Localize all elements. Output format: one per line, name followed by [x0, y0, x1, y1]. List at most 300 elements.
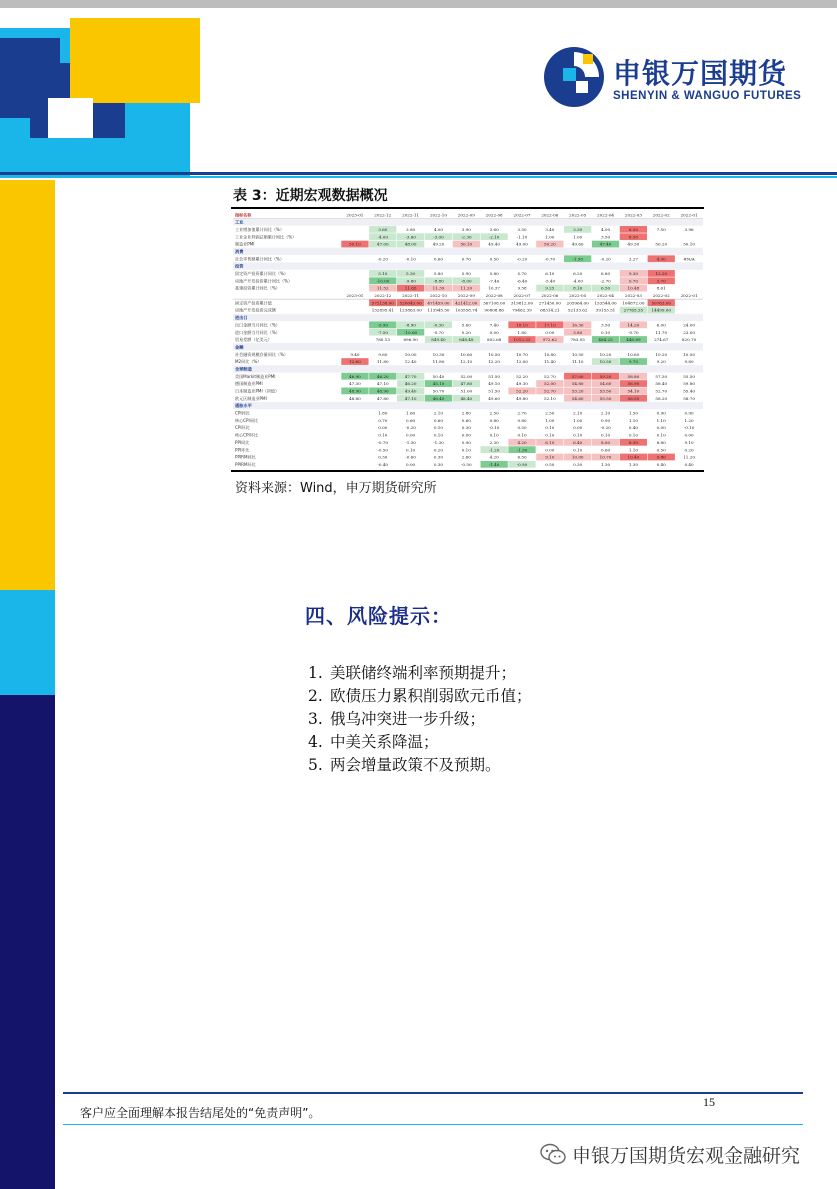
table-cell: 49.40	[488, 241, 501, 247]
list-item-number: 5.	[308, 756, 323, 774]
table-cell: 0.00	[545, 329, 555, 335]
table-cell: 55.40	[683, 388, 695, 394]
table-cell: 11.52	[376, 285, 389, 291]
table-cell: 3.40	[545, 226, 555, 232]
table-cell: 6.10	[545, 271, 555, 277]
table-cell: 14499.00	[651, 307, 672, 313]
table-section-row	[233, 343, 703, 350]
table-cell: 6.00	[656, 322, 666, 328]
table-cell: 11.80	[376, 359, 389, 365]
table-cell: 12.10	[460, 359, 473, 365]
list-item-text: 中美关系降温；	[330, 733, 439, 751]
table-row-label: 工业增加值累计同比（%）	[235, 226, 284, 232]
table-cell: 0.10	[600, 329, 611, 335]
table-row-label: 制造业PMI	[235, 241, 255, 247]
table-cell: 51.50	[488, 388, 501, 394]
table-cell: 7.50	[656, 226, 666, 232]
table-cell: 8.80	[656, 439, 666, 445]
table-cell: 47.30	[349, 381, 361, 387]
table-cell: 56.50	[627, 395, 640, 401]
page-number: 15	[703, 1095, 715, 1109]
table-cell: 12.40	[404, 359, 417, 365]
table-header-cell: 2022-12	[374, 293, 392, 299]
table-cell: -1.30	[433, 439, 444, 445]
table-cell: 103558.74	[455, 307, 478, 313]
table-cell: -0.70	[433, 329, 444, 335]
table-cell: 58.80	[627, 373, 640, 379]
table-header-cell: 2022-11	[402, 293, 420, 299]
table-cell: 2.10	[600, 410, 611, 416]
table-section-row	[233, 262, 703, 269]
side-band-yellow	[0, 180, 55, 590]
table-cell: 68314.21	[540, 307, 560, 313]
table-cell: 49.50	[627, 241, 640, 247]
list-item-number: 3.	[308, 710, 323, 728]
table-cell: 4.00	[433, 226, 444, 232]
table-row-label: 基建投资累计同比（%）	[235, 285, 280, 291]
table-cell: 10.60	[460, 351, 473, 357]
list-item-text: 美联储终端利率预期提升；	[330, 664, 517, 682]
table-cell: 5.60	[461, 322, 471, 328]
table-cell: 46.40	[432, 395, 445, 401]
table-cell: 51.00	[460, 388, 473, 394]
table-cell: 23.00	[683, 329, 695, 335]
table-cell: 849.40	[431, 337, 446, 343]
table-cell: 0.50	[517, 425, 527, 431]
table-cell: 0.30	[461, 425, 471, 431]
table-cell: 50.10	[683, 241, 695, 247]
table-cell: 0.90	[600, 417, 611, 423]
table-cell: 6.50	[600, 285, 611, 291]
table-cell: 0.30	[433, 461, 444, 467]
table-cell: 484.25	[598, 337, 613, 343]
table-cell: 79462.39	[512, 307, 532, 313]
table-cell: -1.30	[405, 439, 416, 445]
table-cell: 54.60	[599, 381, 612, 387]
table-cell: 53.20	[571, 388, 584, 394]
table-cell: 780.13	[375, 337, 390, 343]
table-header-cell: 2022-02	[652, 212, 670, 218]
table-cell: 0.00	[461, 432, 471, 438]
table-cell: 6.80	[600, 271, 611, 277]
table-cell: -8.80	[433, 278, 444, 284]
table-cell: 5.10	[378, 271, 388, 277]
table-cell: 0.80	[489, 417, 499, 423]
table-section-row	[233, 365, 703, 372]
table-cell: -0.10	[488, 425, 500, 431]
table-cell: 0.40	[684, 461, 694, 467]
table-cell: 10.50	[488, 351, 501, 357]
list-item-text: 欧债压力累积削弱欧元币值；	[330, 687, 532, 705]
table-cell: -8.90	[405, 322, 416, 328]
table-cell: -0.20	[405, 425, 416, 431]
table-cell: 153544.00	[594, 300, 617, 306]
table-cell: 48.00	[404, 241, 417, 247]
table-cell: 1.50	[628, 410, 638, 416]
table-cell: 49.10	[488, 381, 501, 387]
table-row-label: 房地产开发投资累计同比（%）	[235, 278, 293, 284]
table-cell: -7.50	[377, 329, 389, 335]
table-cell: 0.60	[406, 417, 416, 423]
table-cell: 11.65	[404, 285, 417, 291]
table-cell: 5.70	[517, 271, 527, 277]
table-cell: 0.60	[461, 417, 471, 423]
table-cell: 49.60	[571, 241, 584, 247]
table-cell: 54.10	[627, 388, 640, 394]
table-cell: 49.20	[432, 241, 445, 247]
table-cell: 1.20	[684, 417, 694, 423]
table-cell: -5.40	[544, 278, 556, 284]
table-section-label: 进出口	[235, 315, 248, 321]
table-cell: 6.50	[628, 226, 638, 232]
table-cell: 2.70	[517, 410, 527, 416]
table-cell: 10.48	[627, 285, 640, 291]
table-header-cell: 2022-10	[429, 293, 447, 299]
table-cell: 104872.00	[622, 300, 645, 306]
table-cell: 10.60	[627, 351, 640, 357]
table-cell: -2.10	[488, 234, 500, 240]
table-cell: 1.60	[406, 410, 416, 416]
table-cell: 0.10	[517, 432, 527, 438]
table-cell: 1.80	[378, 410, 388, 416]
table-cell: 0.10	[461, 447, 471, 453]
table-cell: -10.60	[404, 329, 418, 335]
table-cell: 12.20	[488, 359, 501, 365]
table-cell: 48.80	[349, 395, 361, 401]
table-cell: 18.10	[516, 322, 528, 328]
table-cell: 0.10	[433, 432, 444, 438]
table-cell: 16.30	[571, 322, 584, 328]
table-cell: 48.90	[349, 388, 361, 394]
section-heading: 四、风险提示：	[305, 604, 452, 628]
table-cell: 47.00	[376, 241, 389, 247]
table-row-label: PPIRM同比	[235, 454, 256, 460]
table-row-label: 核心CPI环比	[235, 432, 258, 438]
table-cell: 58.40	[655, 381, 668, 387]
footer-rule-accent	[63, 1124, 803, 1125]
table-header-cell: 2022-03	[624, 293, 642, 299]
list-item	[308, 708, 532, 731]
table-cell: 0.10	[573, 447, 583, 453]
table-cell: 10.50	[599, 359, 612, 365]
table-cell: 52.70	[655, 388, 668, 394]
table-cell: -9.90	[377, 322, 389, 328]
table-row-label: CPI环比	[235, 425, 250, 431]
table-cell: 47.40	[599, 241, 612, 247]
table-cell: 113945.50	[427, 307, 450, 313]
table-cell: 50.10	[349, 241, 361, 247]
table-cell: 421412.00	[455, 300, 478, 306]
table-cell: 0.00	[684, 432, 694, 438]
table-header-cell: 2022-02	[652, 293, 670, 299]
company-logo	[543, 42, 802, 112]
table-header-cell: 2022-09	[457, 293, 475, 299]
table-cell: 52.10	[543, 395, 556, 401]
table-row-label: PPI环比	[235, 447, 250, 453]
table-cell: 11.80	[432, 359, 445, 365]
table-cell: 3.50	[600, 322, 611, 328]
table-cell: 0.00	[406, 461, 416, 467]
table-cell: 10.40	[627, 454, 640, 460]
table-cell: 0.10	[406, 447, 416, 453]
table-cell: 0.50	[656, 447, 666, 453]
table-cell: 50763.00	[651, 300, 672, 306]
table-cell: 59.80	[683, 381, 695, 387]
table-cell: 2.60	[461, 454, 471, 460]
list-item-text: 俄乌冲突进一步升级；	[330, 710, 486, 728]
table-row-label: 固定资产投资累计同比（%）	[235, 271, 289, 277]
table-cell: 4.20	[517, 439, 527, 445]
table-cell: 49.80	[516, 395, 528, 401]
table-cell: 47.70	[404, 373, 417, 379]
table-row-label: PPIRM环比	[235, 461, 256, 467]
table-section-label: 金融	[235, 344, 244, 350]
table-row-label: 德国制造业PMI	[235, 381, 263, 387]
side-band-cyan	[0, 590, 55, 695]
table-cell: 10.50	[683, 351, 695, 357]
table-cell: 47.80	[376, 395, 389, 401]
table-cell: 0.10	[378, 432, 388, 438]
table-cell: 3.80	[406, 226, 416, 232]
table-cell: 0.00	[378, 425, 388, 431]
table-cell: 0.50	[489, 256, 499, 262]
table-cell: 972.62	[542, 337, 558, 343]
table-cell: 9.10	[684, 439, 694, 445]
table-cell: 0.80	[517, 417, 527, 423]
table-cell: 520043.00	[399, 300, 422, 306]
table-cell: 446.89	[626, 337, 641, 343]
table-cell: 52.00	[460, 373, 473, 379]
table-row-label: 固定资产投资累计值	[235, 300, 272, 306]
table-header-cell: 2022-06	[541, 212, 559, 218]
table-row-label: PPI同比	[235, 439, 250, 445]
table-header-cell: 2022-04	[597, 293, 615, 299]
table-cell: 52.20	[516, 373, 528, 379]
table-cell: 0.00	[656, 425, 666, 431]
table-cell: 3.50	[517, 226, 527, 232]
table-cell: 11.10	[571, 359, 584, 365]
table-cell: 0.10	[489, 432, 499, 438]
table-cell: 10.80	[543, 351, 556, 357]
table-cell: 56.90	[627, 381, 640, 387]
table-section-row	[233, 218, 703, 225]
table-cell: 2.10	[433, 410, 444, 416]
macro-data-table	[233, 211, 703, 468]
table-cell: 3.30	[573, 226, 583, 232]
table-cell: 2.80	[461, 410, 471, 416]
table-header-cell: 2022-08	[485, 212, 503, 218]
table-section-label: 全球制造	[235, 366, 252, 372]
table-cell: 8.50	[628, 234, 638, 240]
table-cell: 7.40	[489, 322, 499, 328]
table-cell: 0.10	[573, 432, 583, 438]
table-cell: 2.50	[545, 410, 555, 416]
table-cell: -0.30	[433, 322, 444, 328]
table-header-cell: 2022-07	[513, 293, 531, 299]
list-item	[308, 754, 532, 777]
table-cell: 27765.35	[623, 307, 644, 313]
table-cell: 9.58	[517, 285, 527, 291]
table-cell: 55.50	[599, 395, 612, 401]
table-cell: 205964.00	[566, 300, 589, 306]
table-cell: 8.61	[656, 285, 666, 291]
table-cell: 0.60	[600, 447, 611, 453]
table-cell: 820.70	[681, 337, 697, 343]
table-header-cell: 2022-04	[597, 212, 615, 218]
table-cell: 2.10	[573, 410, 583, 416]
table-cell: 58.20	[655, 395, 668, 401]
table-cell: -0.50	[461, 461, 472, 467]
table-top-rule	[231, 207, 704, 209]
table-cell: -0.20	[600, 425, 611, 431]
table-cell: 3.27	[628, 256, 638, 262]
table-cell: 1.00	[545, 234, 555, 240]
table-cell: -0.20	[600, 256, 611, 262]
table-cell: 0.30	[378, 454, 388, 460]
table-cell: 14.20	[627, 322, 640, 328]
table-cell: 52.00	[543, 381, 556, 387]
table-cell: 6.10	[545, 439, 555, 445]
side-band-navy	[0, 695, 55, 1189]
table-cell: -1.30	[516, 447, 528, 453]
table-cell: 1.80	[517, 329, 527, 335]
table-cell: 6.50	[517, 454, 527, 460]
table-cell: 59.20	[599, 373, 612, 379]
table-cell: 11.39	[432, 285, 445, 291]
table-cell: 10.70	[599, 454, 612, 460]
table-cell: 8.16	[573, 285, 583, 291]
table-cell: 49.30	[516, 381, 528, 387]
footer-rule	[63, 1092, 803, 1094]
table-cell: 9.40	[350, 351, 360, 357]
table-row-label: 核心CPI同比	[235, 417, 258, 423]
table-cell: 132895.41	[371, 307, 394, 313]
table-cell: 10.00	[571, 454, 584, 460]
table-cell: 8.00	[600, 439, 611, 445]
table-cell: 0.20	[433, 447, 444, 453]
table-cell: 0.60	[433, 417, 444, 423]
table-cell: 9.25	[545, 285, 555, 291]
table-cell: 12.20	[655, 271, 668, 277]
table-cell: 47.80	[460, 381, 473, 387]
table-cell: 11.70	[655, 329, 668, 335]
table-cell: 1.10	[656, 417, 666, 423]
table-header-cell: 2022-08	[485, 293, 503, 299]
table-cell: 1.00	[545, 417, 555, 423]
list-item	[308, 731, 532, 754]
table-cell: 0.00	[573, 425, 583, 431]
table-cell: 783.05	[570, 337, 585, 343]
table-cell: -0.50	[377, 447, 389, 453]
table-cell: -1.50	[572, 256, 583, 262]
table-cell: -10.00	[376, 278, 390, 284]
table-cell: 48.90	[376, 388, 389, 394]
table-cell: 6.20	[573, 271, 583, 277]
table-row-label: 欧元区制造业PMI	[235, 395, 267, 401]
table-cell: -3.60	[405, 234, 416, 240]
table-cell: 12.00	[516, 359, 528, 365]
table-cell: 0.10	[628, 432, 638, 438]
table-cell: 3.96	[684, 226, 694, 232]
table-section-row	[233, 314, 703, 321]
table-cell: 3.60	[378, 226, 388, 232]
table-section-label: 消费	[235, 249, 244, 255]
table-cell: 52.70	[543, 388, 556, 394]
table-cell: 3.70	[656, 278, 666, 284]
table-source-note: 资料来源：Wind，申万期货研究所	[235, 481, 437, 496]
table-cell: 50.20	[655, 241, 668, 247]
table-cell: 6.40	[573, 439, 583, 445]
table-cell: -0.60	[405, 454, 416, 460]
table-cell: 0.70	[461, 256, 471, 262]
table-cell: 0.20	[461, 329, 471, 335]
table-header-cell: 2022-12	[374, 212, 392, 218]
table-cell: 46.90	[349, 373, 361, 379]
list-item	[308, 685, 532, 708]
table-cell: 0.50	[545, 461, 555, 467]
table-cell: -1.40	[488, 461, 500, 467]
table-cell: 123863.00	[399, 307, 422, 313]
table-cell: 9.70	[628, 359, 638, 365]
table-cell: 1.30	[600, 461, 611, 467]
header-rule	[0, 172, 837, 175]
table-cell: 24.00	[683, 322, 695, 328]
table-row-label: 社会融资规模存量同比（%）	[235, 351, 289, 357]
table-cell: 10.20	[655, 351, 668, 357]
table-cell: 55.50	[683, 373, 695, 379]
table-bottom-rule	[231, 470, 704, 472]
table-cell: -4.00	[377, 234, 389, 240]
table-cell: 9.20	[656, 359, 666, 365]
table-cell: 4.20	[489, 454, 499, 460]
list-item	[308, 662, 532, 685]
table-cell: 17.10	[543, 322, 556, 328]
table-cell: 9.80	[656, 454, 666, 460]
table-cell: 53.50	[599, 388, 612, 394]
table-cell: 50.70	[432, 388, 445, 394]
table-cell: 0.60	[433, 256, 444, 262]
macro-data-table-grid	[233, 211, 703, 468]
footer-disclaimer: 客户应全面理解本报告结尾处的“免责声明”。	[80, 1106, 321, 1120]
table-cell: -1.20	[488, 447, 500, 453]
table-cell: 0.00	[489, 329, 499, 335]
table-cell: 58.70	[683, 395, 695, 401]
table-cell: -0.10	[683, 425, 695, 431]
list-item-number: 4.	[308, 733, 323, 751]
table-cell: 1.10	[628, 447, 638, 453]
table-cell: 3.90	[461, 226, 471, 232]
table-cell: 47.10	[376, 381, 389, 387]
table-section-row	[233, 402, 703, 409]
table-cell: 46.20	[404, 381, 417, 387]
table-cell: 3.60	[489, 226, 499, 232]
table-cell: 39153.51	[595, 307, 616, 313]
table-cell: 57.30	[655, 373, 668, 379]
table-cell: 0.00	[545, 447, 555, 453]
table-cell: 52133.62	[567, 307, 588, 313]
table-header-cell: 2022-01	[680, 212, 698, 218]
table-cell: 11.20	[460, 285, 473, 291]
table-cell: 49.00	[516, 241, 528, 247]
table-cell: 367108.00	[483, 300, 506, 306]
table-cell: 0.40	[656, 461, 666, 467]
table-cell: 0.10	[600, 432, 611, 438]
table-section-row	[233, 248, 703, 255]
list-item-number: 2.	[308, 687, 323, 705]
table-section-label: 投资	[235, 263, 244, 269]
table-cell: 848.48	[459, 337, 474, 343]
table-cell: 0.30	[433, 454, 444, 460]
